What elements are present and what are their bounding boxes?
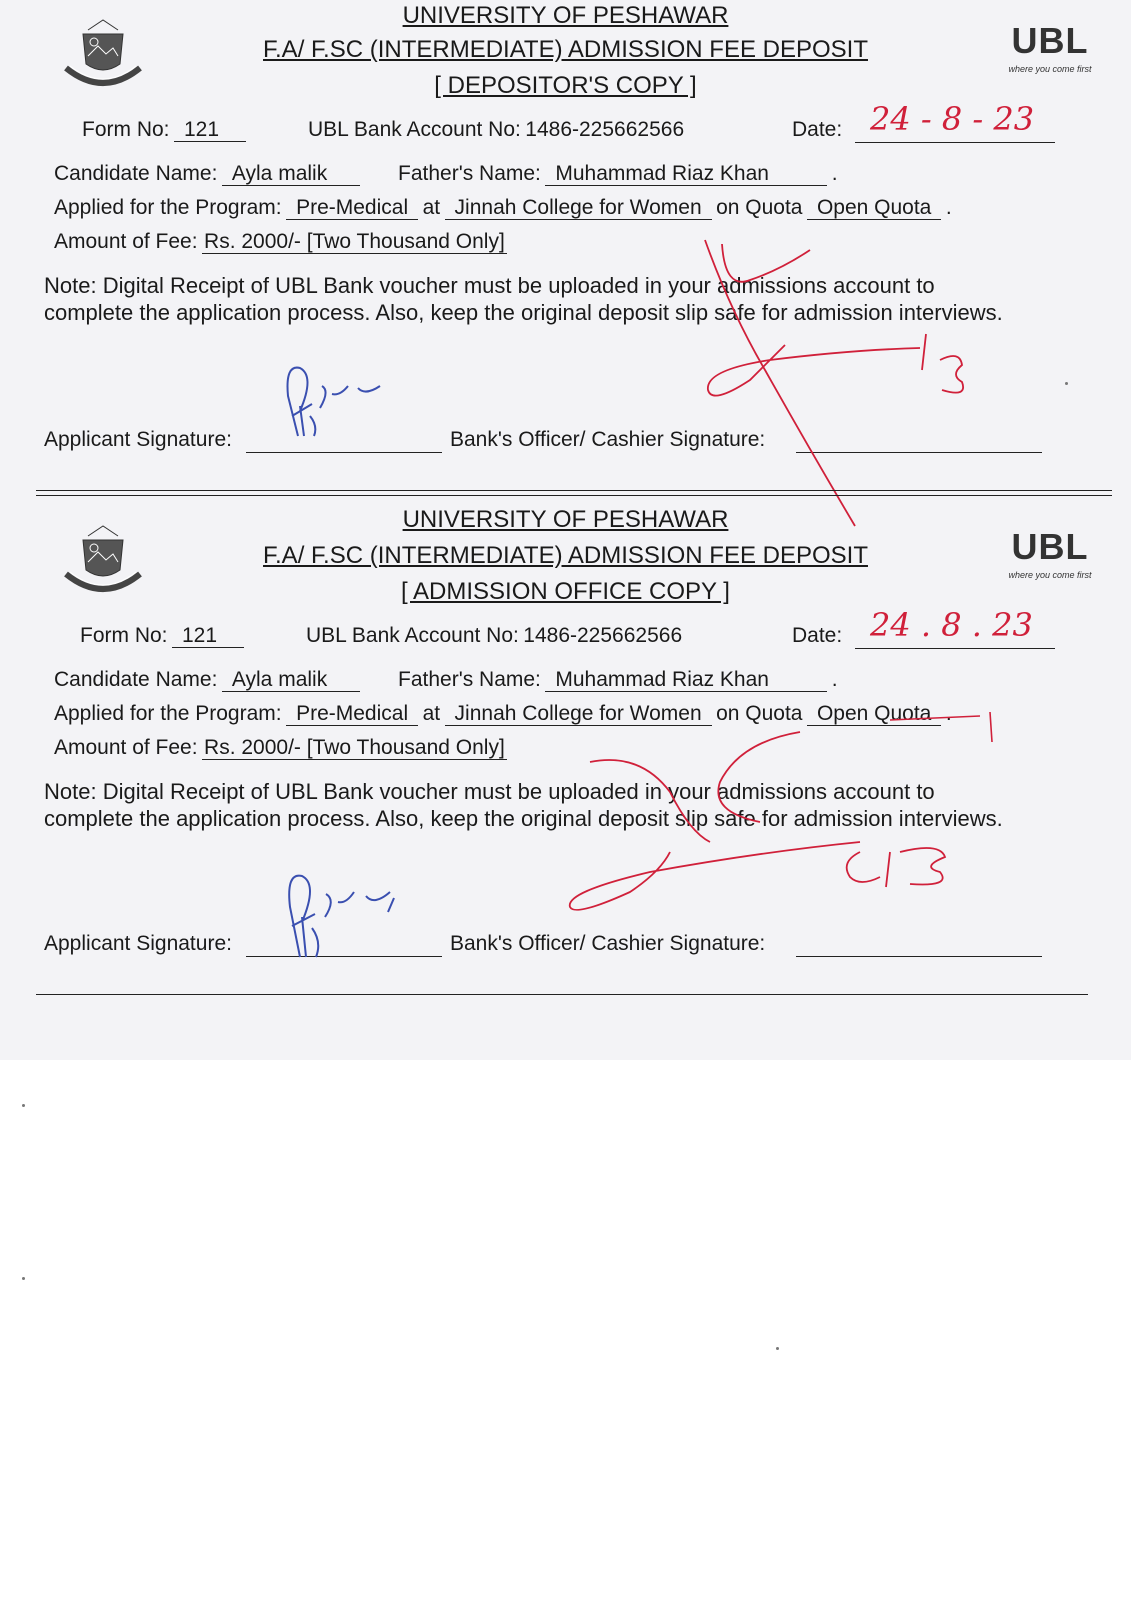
quota-value: Open Quota xyxy=(807,197,941,220)
date-row xyxy=(792,118,842,142)
copy-label: [ DEPOSITOR'S COPY ] xyxy=(434,72,697,99)
note-line-1: Note: Digital Receipt of UBL Bank voucher must be uploaded in your admissions account to xyxy=(44,779,935,804)
program-value: Pre-Medical xyxy=(286,703,418,726)
fee-label: Amount of Fee: xyxy=(54,736,198,759)
scan-speck xyxy=(776,1347,779,1350)
fee-value: Rs. 2000/- [Two Thousand Only] xyxy=(204,230,505,253)
date-handwritten: 24 . 8 . 23 xyxy=(870,606,1033,644)
officer-signature-label: Bank's Officer/ Cashier Signature: xyxy=(450,932,766,955)
admission-office-copy-slip xyxy=(0,506,1131,1022)
form-no-value: 121 xyxy=(174,119,246,142)
father-suffix: . xyxy=(831,668,838,691)
date-handwritten: 24 - 8 - 23 xyxy=(870,100,1035,138)
form-no-label: Form No: xyxy=(82,118,170,141)
slip-bottom-rule xyxy=(36,994,1088,995)
candidate-name: Ayla malik xyxy=(222,163,360,186)
fee-label: Amount of Fee: xyxy=(54,230,198,253)
applicant-signature-scribble xyxy=(270,356,400,456)
officer-signature-label: Bank's Officer/ Cashier Signature: xyxy=(450,428,766,451)
bank-stamp-scribble xyxy=(690,230,1090,530)
account-row xyxy=(306,624,682,648)
date-label: Date: xyxy=(792,624,843,647)
form-no-value: 121 xyxy=(172,625,244,648)
slip-title: F.A/ F.SC (INTERMEDIATE) ADMISSION FEE DEPOSIT xyxy=(263,542,868,569)
officer-signature-line xyxy=(796,956,1042,957)
candidate-name: Ayla malik xyxy=(222,669,360,692)
university-title: UNIVERSITY OF PESHAWAR xyxy=(402,506,729,533)
ubl-tagline: where you come first xyxy=(1008,570,1092,580)
candidate-label: Candidate Name: xyxy=(54,162,218,185)
ubl-logo-text: UBL xyxy=(1011,20,1089,61)
fee-row xyxy=(54,736,507,760)
slip-title: F.A/ F.SC (INTERMEDIATE) ADMISSION FEE DEPOSIT xyxy=(263,36,868,63)
account-label: UBL Bank Account No: xyxy=(306,624,519,647)
candidate-label: Candidate Name: xyxy=(54,668,218,691)
account-number: 1486-225662566 xyxy=(525,118,685,141)
father-label: Father's Name: xyxy=(398,668,541,691)
applicant-signature-label: Applicant Signature: xyxy=(44,932,232,955)
college-value: Jinnah College for Women xyxy=(445,703,712,726)
father-row xyxy=(398,162,838,186)
father-suffix: . xyxy=(831,162,838,185)
scan-speck xyxy=(1065,382,1068,385)
scan-speck xyxy=(22,1277,25,1280)
program-value: Pre-Medical xyxy=(286,197,418,220)
program-label: Applied for the Program: xyxy=(54,196,282,219)
quota-suffix: . xyxy=(945,702,952,725)
university-title: UNIVERSITY OF PESHAWAR xyxy=(402,2,729,29)
father-label: Father's Name: xyxy=(398,162,541,185)
note-line-1: Note: Digital Receipt of UBL Bank voucher must be uploaded in your admissions account to xyxy=(44,273,935,298)
quota-label: on Quota xyxy=(716,196,803,219)
at-label: at xyxy=(422,196,441,219)
ubl-logo-text: UBL xyxy=(1011,526,1089,567)
program-row xyxy=(54,196,952,220)
date-line xyxy=(855,142,1055,143)
quota-label: on Quota xyxy=(716,702,803,725)
form-no-row xyxy=(80,624,244,648)
applicant-signature-label: Applicant Signature: xyxy=(44,428,232,451)
date-row xyxy=(792,624,842,648)
account-row xyxy=(308,118,684,142)
form-no-label: Form No: xyxy=(80,624,168,647)
scan-speck xyxy=(22,1104,25,1107)
program-label: Applied for the Program: xyxy=(54,702,282,725)
account-label: UBL Bank Account No: xyxy=(308,118,521,141)
fee-value: Rs. 2000/- [Two Thousand Only] xyxy=(204,736,505,759)
college-value: Jinnah College for Women xyxy=(445,197,712,220)
note-line-2: complete the application process. Also, keep the original deposit slip safe for admission interviews. xyxy=(44,806,1003,831)
ubl-tagline: where you come first xyxy=(1008,64,1092,74)
account-number: 1486-225662566 xyxy=(523,624,683,647)
note-line-2: complete the application process. Also, keep the original deposit slip safe for admission interviews. xyxy=(44,300,1003,325)
candidate-row xyxy=(54,668,360,692)
candidate-row xyxy=(54,162,360,186)
depositor-copy-slip xyxy=(0,0,1131,510)
father-name: Muhammad Riaz Khan xyxy=(545,669,827,692)
copy-label: [ ADMISSION OFFICE COPY ] xyxy=(401,578,730,605)
father-row xyxy=(398,668,838,692)
applicant-signature-scribble xyxy=(270,862,410,972)
form-no-row xyxy=(82,118,246,142)
date-label: Date: xyxy=(792,118,843,141)
slip-divider xyxy=(36,490,1112,496)
quota-suffix: . xyxy=(945,196,952,219)
date-line xyxy=(855,648,1055,649)
bank-stamp-scribble xyxy=(560,702,1020,932)
at-label: at xyxy=(422,702,441,725)
father-name: Muhammad Riaz Khan xyxy=(545,163,827,186)
quota-value: Open Quota xyxy=(807,703,941,726)
fee-row xyxy=(54,230,507,254)
